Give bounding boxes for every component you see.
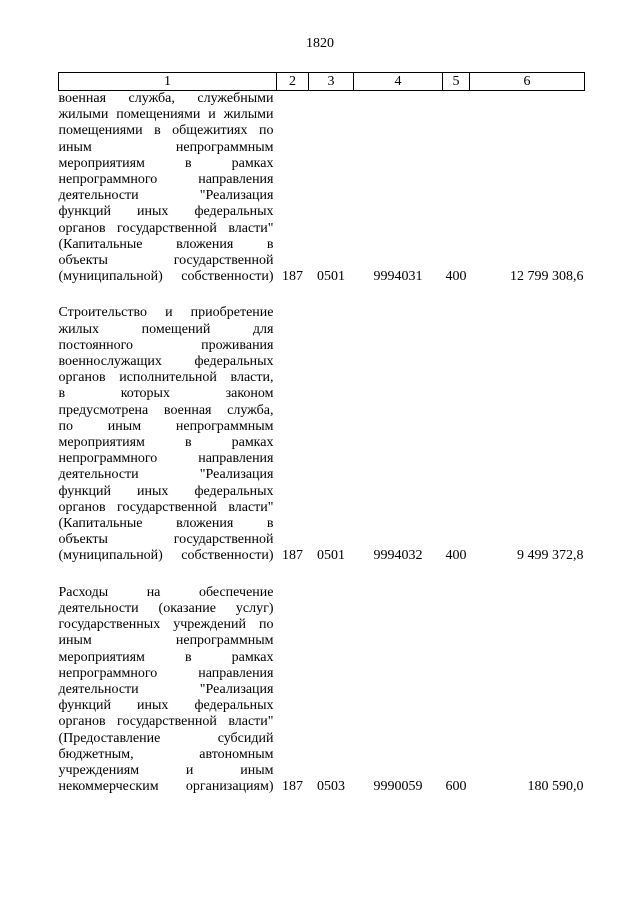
description-line: деятельности "Реализация [58, 681, 274, 697]
description-line: деятельности (оказание услуг) [58, 600, 274, 616]
column-header-3: 3 [309, 73, 354, 91]
description-line: бюджетным, автономным [58, 746, 274, 762]
description-line: (Предоставление субсидий [58, 730, 274, 746]
description-line: государственных учреждений по [58, 617, 274, 633]
cell-col3: 0501 [317, 269, 345, 285]
description-line: учреждениям и иным [58, 762, 274, 778]
description-line: жилыми помещениями и жилыми [58, 107, 274, 123]
cell-col5: 600 [445, 779, 467, 795]
column-header-1: 1 [59, 73, 277, 91]
description-line: объекты государственной [58, 532, 274, 548]
column-header-5: 5 [443, 73, 470, 91]
description-line: некоммерческим организациям) [58, 779, 274, 795]
cell-amount: 12 799 308,6 [510, 269, 584, 285]
description-line: мероприятиям в рамках [58, 155, 274, 171]
row-description [59, 585, 277, 796]
description-line: органов исполнительной власти, [58, 370, 274, 386]
description-line: деятельности "Реализация [58, 188, 274, 204]
table-body [59, 91, 585, 796]
description-line: (Капитальные вложения в [58, 516, 274, 532]
cell-col5: 400 [445, 548, 467, 564]
cell-amount: 180 590,0 [527, 779, 584, 795]
cell-col5: 400 [445, 269, 467, 285]
row-spacer [59, 285, 585, 305]
description-line: объекты государственной [58, 253, 274, 269]
description-line: Строительство и приобретение [58, 305, 274, 321]
description-line: функций иных федеральных [58, 698, 274, 714]
cell-col4: 9994031 [373, 269, 423, 285]
description-line: по иным непрограммным [58, 418, 274, 434]
description-line: мероприятиям в рамках [58, 649, 274, 665]
cell-col3: 0501 [317, 548, 345, 564]
description-line: жилых помещений для [58, 321, 274, 337]
description-line: предусмотрена военная служба, [58, 402, 274, 418]
row-description [59, 91, 277, 286]
description-line: иным непрограммным [58, 633, 274, 649]
description-line: непрограммного направления [58, 665, 274, 681]
description-line: военная служба, служебными [58, 91, 274, 106]
description-line: постоянного проживания [58, 337, 274, 353]
row-spacer [59, 565, 585, 585]
description-line: (муниципальной) собственности) [58, 548, 274, 564]
description-line: органов государственной власти" [58, 499, 274, 515]
column-header-4: 4 [354, 73, 443, 91]
cell-col4: 9994032 [373, 548, 423, 564]
cell-col2: 187 [282, 269, 303, 285]
description-line: непрограммного направления [58, 451, 274, 467]
table-row [59, 585, 585, 796]
table-header [59, 73, 585, 91]
column-header-6: 6 [470, 73, 585, 91]
description-line: в которых законом [58, 386, 274, 402]
budget-table [58, 72, 585, 795]
row-description [59, 305, 277, 564]
description-line: деятельности "Реализация [58, 467, 274, 483]
description-line: непрограммного направления [58, 172, 274, 188]
cell-col4: 9990059 [373, 779, 423, 795]
description-line: Расходы на обеспечение [58, 584, 274, 600]
page-number: 1820 [306, 36, 334, 51]
description-line: органов государственной власти" [58, 220, 274, 236]
description-line: функций иных федеральных [58, 483, 274, 499]
description-line: мероприятиям в рамках [58, 435, 274, 451]
description-line: (муниципальной) собственности) [58, 269, 274, 285]
description-line: военнослужащих федеральных [58, 354, 274, 370]
description-line: органов государственной власти" [58, 714, 274, 730]
description-line: помещениями в общежитиях по [58, 123, 274, 139]
header-row [59, 73, 585, 91]
table-row [59, 305, 585, 564]
description-line: иным непрограммным [58, 139, 274, 155]
cell-col2: 187 [282, 548, 303, 564]
cell-col3: 0503 [317, 779, 345, 795]
description-line: (Капитальные вложения в [58, 236, 274, 252]
cell-amount: 9 499 372,8 [517, 548, 584, 564]
description-line: функций иных федеральных [58, 204, 274, 220]
table-row [59, 91, 585, 286]
column-header-2: 2 [277, 73, 309, 91]
cell-col2: 187 [282, 779, 303, 795]
